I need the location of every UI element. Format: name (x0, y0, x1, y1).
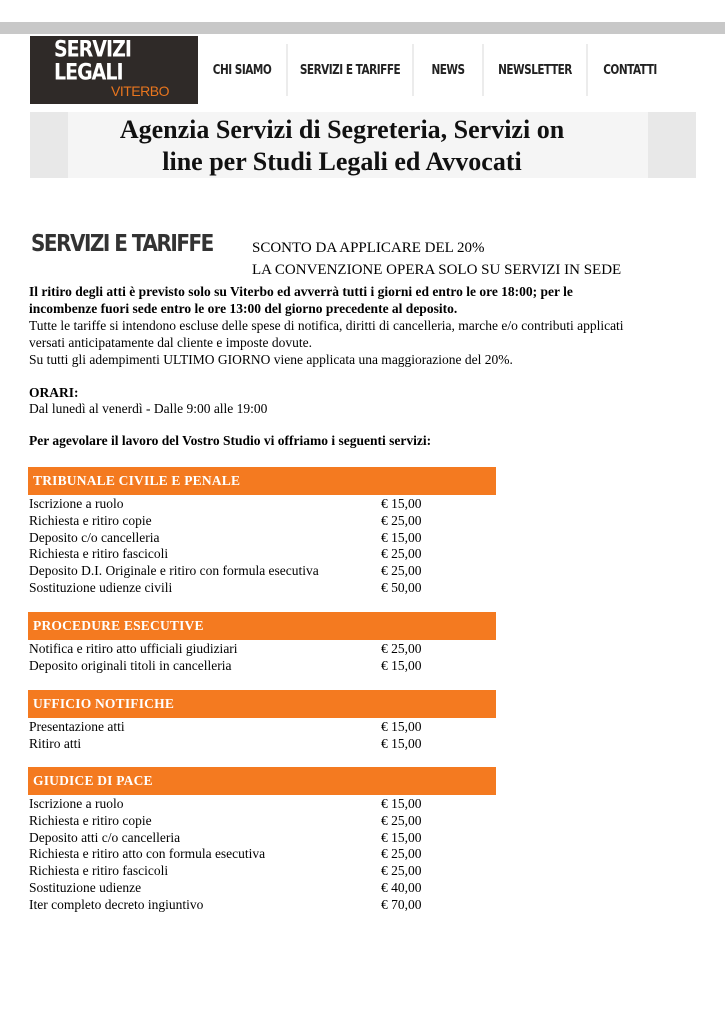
service-price: € 25,00 (381, 846, 422, 862)
service-row (28, 796, 496, 813)
service-price: € 15,00 (381, 496, 422, 511)
nav-chi-siamo[interactable]: CHI SIAMO (212, 62, 272, 78)
service-name: Richiesta e ritiro fascicoli (29, 546, 169, 562)
logo-sub-text: VITERBO (111, 83, 169, 99)
service-name: Richiesta e ritiro fascicoli (29, 863, 169, 879)
service-section-header: PROCEDURE ESECUTIVE (28, 612, 496, 640)
service-name: Richiesta e ritiro copie (29, 512, 152, 528)
service-name: Richiesta e ritiro copie (29, 812, 152, 828)
intro-line-4: versati anticipatamente dal cliente e imposte dovute. (29, 335, 313, 350)
logo-main-text: SERVIZI LEGALI (54, 36, 131, 86)
service-section-header: TRIBUNALE CIVILE E PENALE (28, 467, 496, 495)
sconto-line-1: SCONTO DA APPLICARE DEL 20% (252, 240, 485, 256)
service-price: € 15,00 (381, 796, 422, 811)
service-name: Deposito atti c/o cancelleria (29, 829, 181, 845)
service-row (28, 863, 496, 880)
service-row (28, 546, 496, 563)
sconto-line-2: LA CONVENZIONE OPERA SOLO SU SERVIZI IN SEDE (252, 262, 622, 278)
service-row (28, 719, 496, 736)
service-name: Deposito originali titoli in cancelleria (29, 657, 232, 673)
service-row (28, 658, 496, 675)
service-name: Iscrizione a ruolo (29, 496, 124, 511)
service-row (28, 513, 496, 530)
service-section-giudice-di-pace (28, 767, 496, 914)
service-section-header: UFFICIO NOTIFICHE (28, 690, 496, 718)
service-name: Sostituzione udienze civili (29, 579, 173, 595)
service-name: Iter completo decreto ingiuntivo (29, 896, 204, 912)
service-name: Deposito D.I. Originale e ritiro con formula esecutiva (29, 563, 319, 579)
service-row (28, 580, 496, 597)
service-section-ufficio-notifiche (28, 690, 496, 753)
service-row (28, 813, 496, 830)
service-name: Iscrizione a ruolo (29, 796, 124, 811)
sconto-notice (252, 237, 621, 281)
intro-bold-line-1: Il ritiro degli atti è previsto solo su Viterbo ed avverrà tutti i giorni ed entro le ore 18:00; per le (29, 284, 573, 299)
nav-servizi-tariffe[interactable]: SERVIZI E TARIFFE (299, 62, 401, 78)
service-price: € 40,00 (381, 879, 422, 895)
logo[interactable] (30, 36, 198, 104)
orari-block (29, 385, 267, 417)
service-name: Richiesta e ritiro atto con formula esecutiva (29, 846, 266, 862)
service-price: € 15,00 (381, 529, 422, 545)
service-price: € 25,00 (381, 563, 422, 579)
nav-newsletter[interactable]: NEWSLETTER (498, 62, 572, 78)
service-price: € 25,00 (381, 512, 422, 528)
main-nav (198, 36, 696, 104)
service-row (28, 496, 496, 513)
service-name: Sostituzione udienze (29, 879, 142, 895)
service-name: Presentazione atti (29, 719, 125, 734)
intro-line-5: Su tutti gli adempimenti ULTIMO GIORNO viene applicata una maggiorazione del 20%. (29, 352, 513, 367)
service-price: € 50,00 (381, 579, 422, 595)
service-row (28, 530, 496, 547)
service-name: Notifica e ritiro atto ufficiali giudiziari (29, 641, 238, 656)
service-row (28, 563, 496, 580)
service-row (28, 880, 496, 897)
service-name: Ritiro atti (29, 735, 82, 751)
service-row (28, 641, 496, 658)
service-price: € 15,00 (381, 829, 422, 845)
page-title (68, 114, 616, 178)
service-row (28, 830, 496, 847)
service-price: € 25,00 (381, 863, 422, 879)
service-price: € 70,00 (381, 896, 422, 912)
service-name: Deposito c/o cancelleria (29, 529, 160, 545)
service-price: € 25,00 (381, 641, 422, 656)
offer-text: Per agevolare il lavoro del Vostro Studio vi offriamo i seguenti servizi: (29, 433, 432, 448)
service-row (28, 897, 496, 914)
orari-label: ORARI: (29, 385, 79, 400)
service-price: € 25,00 (381, 546, 422, 562)
section-heading: SERVIZI E TARIFFE (31, 229, 213, 257)
service-row (28, 736, 496, 753)
nav-contatti[interactable]: CONTATTI (603, 62, 657, 78)
top-strip (0, 22, 725, 34)
service-price: € 15,00 (381, 719, 422, 734)
service-section-header: GIUDICE DI PACE (28, 767, 496, 795)
intro-text (29, 283, 709, 368)
orari-hours: Dal lunedì al venerdì - Dalle 9:00 alle 19:00 (29, 401, 268, 416)
service-price: € 15,00 (381, 735, 422, 751)
service-price: € 25,00 (381, 812, 422, 828)
service-section-tribunale (28, 467, 496, 597)
intro-line-3: Tutte le tariffe si intendono escluse delle spese di notifica, diritti di cancelleria, marche e/o contributi applicati (29, 318, 624, 333)
service-price: € 15,00 (381, 657, 422, 673)
service-row (28, 846, 496, 863)
intro-bold-line-2: incombenze fuori sede entro le ore 13:00 del giorno precedente al deposito. (29, 301, 458, 316)
page-title-line-1: Agenzia Servizi di Segreteria, Servizi on (119, 115, 565, 144)
page-title-line-2: line per Studi Legali ed Avvocati (162, 147, 522, 176)
service-section-procedure-esecutive (28, 612, 496, 675)
nav-news[interactable]: NEWS (431, 62, 465, 78)
